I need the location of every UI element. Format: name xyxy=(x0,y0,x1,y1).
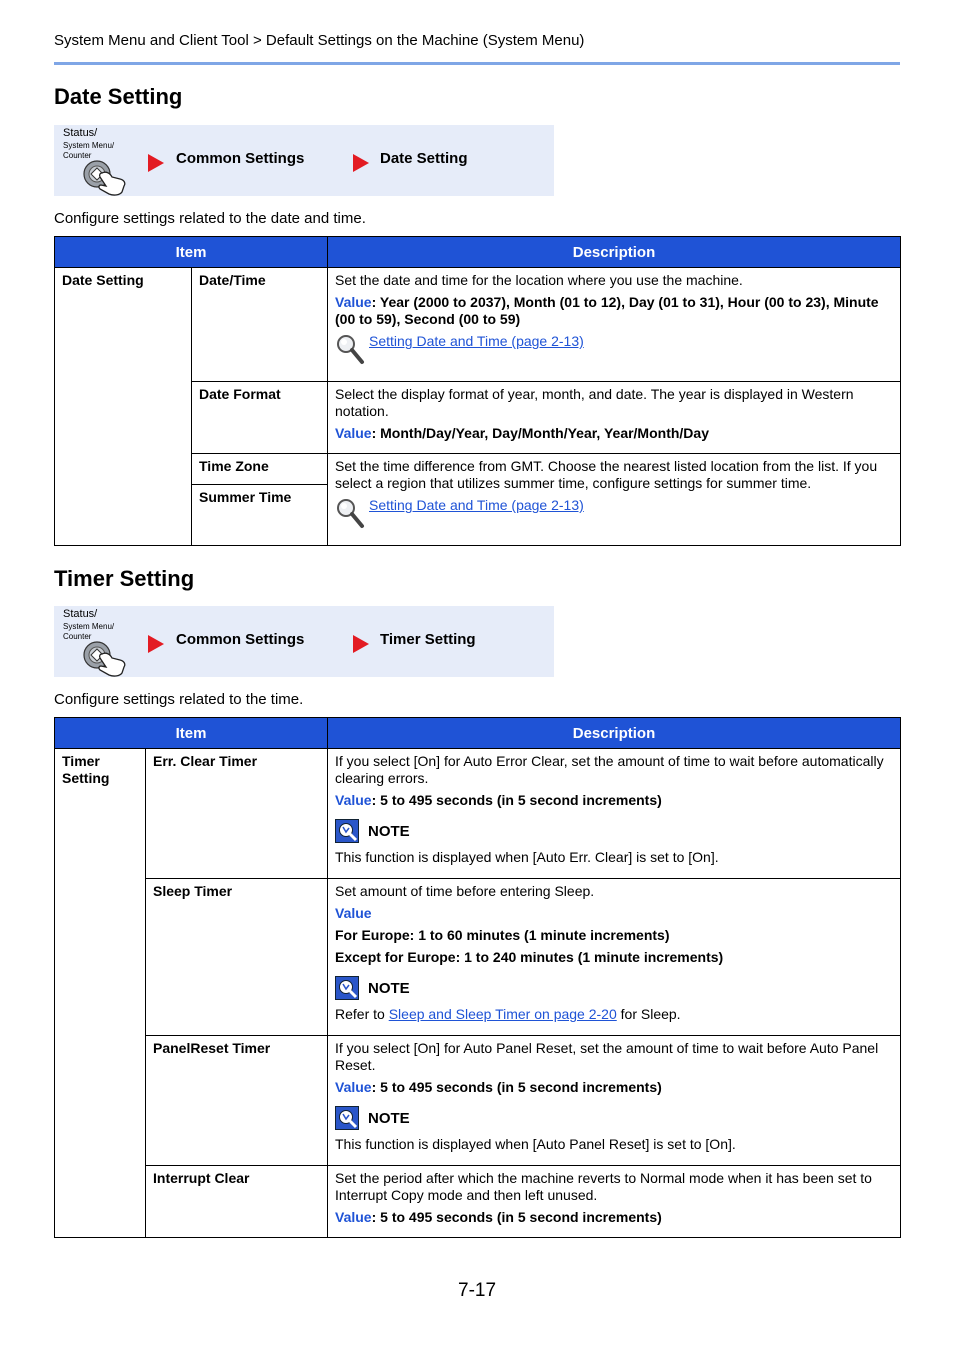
value-label: Value xyxy=(335,905,372,921)
note-icon xyxy=(335,1106,359,1130)
nav-step-date-setting: Date Setting xyxy=(380,150,468,167)
description-time-zone-summer-time xyxy=(328,454,901,546)
date-nav-path xyxy=(54,125,554,196)
value-label: Value xyxy=(335,425,372,441)
description-panelreset-timer xyxy=(328,1036,901,1166)
note-prefix: Refer to xyxy=(335,1006,389,1022)
column-header-item: Item xyxy=(55,237,328,268)
value-text: : 5 to 495 seconds (in 5 second increments) xyxy=(371,1209,662,1225)
column-header-description: Description xyxy=(328,718,901,749)
table-row xyxy=(55,268,901,382)
description-sleep-timer xyxy=(328,879,901,1036)
item-interrupt-clear: Interrupt Clear xyxy=(146,1166,328,1238)
arrow-icon xyxy=(353,635,369,653)
note-header xyxy=(335,1106,893,1130)
breadcrumb: System Menu and Client Tool > Default Settings on the Machine (System Menu) xyxy=(54,32,585,49)
arrow-icon xyxy=(148,154,164,172)
note-icon xyxy=(335,976,359,1000)
item-sleep-timer: Sleep Timer xyxy=(146,879,328,1036)
table-row xyxy=(55,1036,901,1166)
note-label: NOTE xyxy=(368,979,410,997)
status-system-menu-button xyxy=(60,608,136,676)
item-time-zone: Time Zone xyxy=(192,454,328,485)
arrow-icon xyxy=(148,635,164,653)
value-except-europe: Except for Europe: 1 to 240 minutes (1 minute increments) xyxy=(335,949,724,965)
note-text: This function is displayed when [Auto Err. Clear] is set to [On]. xyxy=(335,849,719,865)
description-err-clear-timer xyxy=(328,749,901,879)
note-label: NOTE xyxy=(368,822,410,840)
hand-press-icon xyxy=(76,640,136,678)
value-line xyxy=(335,425,893,442)
description-text: If you select [On] for Auto Error Clear, set the amount of time to wait before automatically clearing errors. xyxy=(335,753,884,786)
item-date-time: Date/Time xyxy=(192,268,328,382)
item-panelreset-timer: PanelReset Timer xyxy=(146,1036,328,1166)
value-text: : 5 to 495 seconds (in 5 second increments) xyxy=(371,792,662,808)
item-summer-time: Summer Time xyxy=(192,485,328,546)
nav-step-common-settings: Common Settings xyxy=(176,150,305,167)
description-text: Set the period after which the machine reverts to Normal mode when it has been set to Interrupt Copy mode and then left unused. xyxy=(335,1170,872,1203)
value-label: Value xyxy=(335,1209,372,1225)
table-header-row xyxy=(55,237,901,268)
note-suffix: for Sleep. xyxy=(616,1006,681,1022)
timer-section-title: Timer Setting xyxy=(54,566,195,591)
button-label-counter: Counter xyxy=(63,632,92,641)
group-label-date-setting: Date Setting xyxy=(55,268,192,546)
value-europe: For Europe: 1 to 60 minutes (1 minute increments) xyxy=(335,927,670,943)
column-header-item: Item xyxy=(55,718,328,749)
item-err-clear-timer: Err. Clear Timer xyxy=(146,749,328,879)
timer-settings-table xyxy=(54,717,901,1238)
date-settings-table xyxy=(54,236,901,546)
description-text: Set the date and time for the location where you use the machine. xyxy=(335,272,743,288)
nav-step-common-settings: Common Settings xyxy=(176,631,305,648)
description-text: Set the time difference from GMT. Choose the nearest listed location from the list. If you select a region that utilizes summer time, configure settings for summer time. xyxy=(335,458,878,491)
reference-link[interactable]: Setting Date and Time (page 2-13) xyxy=(369,333,584,349)
reference-link[interactable]: Setting Date and Time (page 2-13) xyxy=(369,497,584,513)
button-label-status: Status/ xyxy=(63,127,98,139)
value-label: Value xyxy=(335,294,372,310)
value-text: : Month/Day/Year, Day/Month/Year, Year/Month/Day xyxy=(371,425,709,441)
timer-intro: Configure settings related to the time. xyxy=(54,691,304,708)
value-line xyxy=(335,1209,893,1226)
column-header-description: Description xyxy=(328,237,901,268)
value-label: Value xyxy=(335,1079,372,1095)
magnifier-icon xyxy=(335,333,365,365)
note-header xyxy=(335,976,893,1000)
description-interrupt-clear xyxy=(328,1166,901,1238)
item-date-format: Date Format xyxy=(192,382,328,454)
table-header-row xyxy=(55,718,901,749)
reference xyxy=(335,333,893,365)
table-row xyxy=(55,1166,901,1238)
description-date-time xyxy=(328,268,901,382)
nav-step-timer-setting: Timer Setting xyxy=(380,631,476,648)
description-text: If you select [On] for Auto Panel Reset, set the amount of time to wait before Auto Panel Reset. xyxy=(335,1040,879,1073)
note-text xyxy=(335,1006,893,1023)
value-text: : 5 to 495 seconds (in 5 second increments) xyxy=(371,1079,662,1095)
value-label: Value xyxy=(335,792,372,808)
date-section-title: Date Setting xyxy=(54,84,183,109)
table-row xyxy=(55,879,901,1036)
page-number: 7-17 xyxy=(458,1280,497,1301)
value-line xyxy=(335,1079,893,1096)
sleep-timer-link[interactable]: Sleep and Sleep Timer on page 2-20 xyxy=(388,1006,617,1022)
description-text: Set amount of time before entering Sleep. xyxy=(335,883,595,899)
status-system-menu-button xyxy=(60,127,136,195)
note-text: This function is displayed when [Auto Panel Reset] is set to [On]. xyxy=(335,1136,736,1152)
group-label-timer-setting: Timer Setting xyxy=(55,749,146,1238)
reference xyxy=(335,497,893,529)
description-date-format xyxy=(328,382,901,454)
button-label-system-menu: System Menu/ xyxy=(63,622,115,631)
date-intro: Configure settings related to the date and time. xyxy=(54,210,366,227)
value-line xyxy=(335,792,893,809)
button-label-status: Status/ xyxy=(63,608,98,620)
hand-press-icon xyxy=(76,159,136,197)
magnifier-icon xyxy=(335,497,365,529)
button-label-counter: Counter xyxy=(63,151,92,160)
table-row xyxy=(55,749,901,879)
description-text: Select the display format of year, month, and date. The year is displayed in Western notation. xyxy=(335,386,854,419)
note-icon xyxy=(335,819,359,843)
button-label-system-menu: System Menu/ xyxy=(63,141,115,150)
value-line xyxy=(335,294,893,328)
note-header xyxy=(335,819,893,843)
note-label: NOTE xyxy=(368,1109,410,1127)
timer-nav-path xyxy=(54,606,554,677)
value-text: : Year (2000 to 2037), Month (01 to 12), Day (01 to 31), Hour (00 to 23), Minute (00 to 59), Second (00 to 59) xyxy=(335,294,879,327)
header-rule xyxy=(54,62,900,65)
arrow-icon xyxy=(353,154,369,172)
